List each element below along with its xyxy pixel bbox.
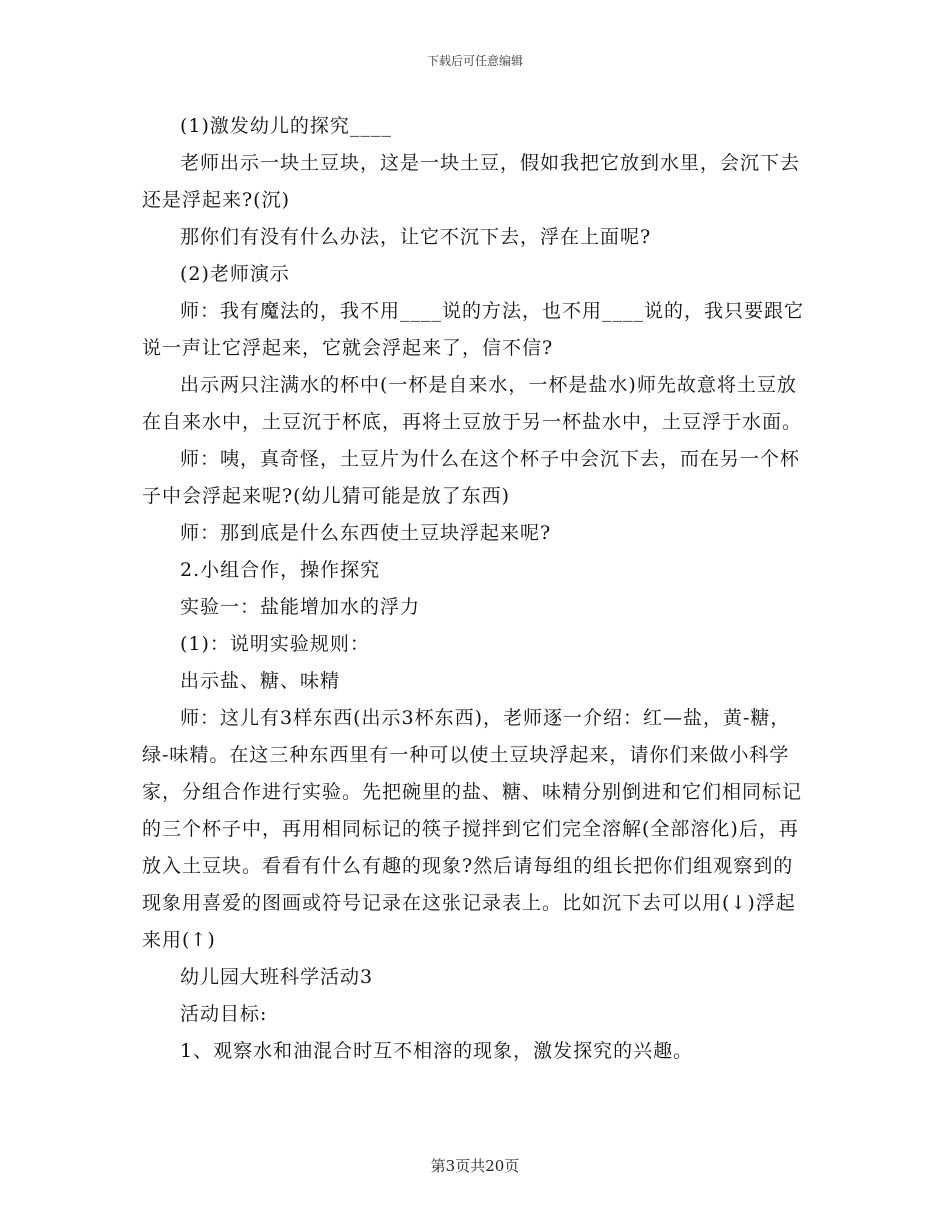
paragraph: 师：这儿有3样东西(出示3杯东西)，老师逐一介绍：红—盐，黄-糖，绿-味精。在这三种东西里有一种可以使土豆块浮起来，请你们来做小科学家，分组合作进行实验。先把碗里的盐、糖、味精分别倒进和它们相同标记的三个杯子中，再用相同标记的筷子搅拌到它们完全溶解(全部溶化)后，再放入土豆块。看看有什么有趣的现象?然后请每组的组长把你们组观察到的现象用喜爱的图画或符号记录在这张记录表上。比如沉下去可以用(↓)浮起来用(↑) — [142, 707, 803, 951]
paragraph: 师：咦，真奇怪，土豆片为什么在这个杯子中会沉下去，而在另一个杯子中会浮起来呢?(幼儿猜可能是放了东西) — [142, 448, 801, 507]
paragraph: 老师出示一块土豆块，这是一块土豆，假如我把它放到水里，会沉下去还是浮起来?(沉) — [142, 152, 801, 211]
page-header: 下载后可任意编辑 — [426, 54, 523, 68]
paragraph: 那你们有没有什么办法，让它不沉下去，浮在上面呢? — [180, 226, 652, 248]
paragraph: (1)：说明实验规则： — [180, 633, 370, 655]
paragraph: 出示盐、糖、味精 — [180, 670, 341, 692]
paragraph: 2.小组合作，操作探究 — [180, 559, 381, 581]
paragraph: 1、观察水和油混合时互不相溶的现象，激发探究的兴趣。 — [180, 1040, 694, 1062]
document-body — [142, 108, 810, 1070]
paragraph: (2)老师演示 — [180, 263, 290, 285]
paragraph: 出示两只注满水的杯中(一杯是自来水，一杯是盐水)师先故意将土豆放在自来水中，土豆沉于杯底，再将土豆放于另一杯盐水中，土豆浮于水面。 — [142, 374, 803, 433]
paragraph: 实验一：盐能增加水的浮力 — [180, 596, 421, 618]
paragraph: 师：那到底是什么东西使土豆块浮起来呢? — [180, 522, 552, 544]
page-footer: 第3页共20页 — [430, 1157, 520, 1175]
paragraph: 师：我有魔法的，我不用____说的方法，也不用____说的，我只要跟它说一声让它浮起来，它就会浮起来了，信不信? — [142, 300, 805, 359]
section-title: 幼儿园大班科学活动3 — [180, 966, 374, 988]
paragraph: (1)激发幼儿的探究____ — [180, 115, 392, 137]
paragraph: 活动目标: — [180, 1003, 268, 1025]
